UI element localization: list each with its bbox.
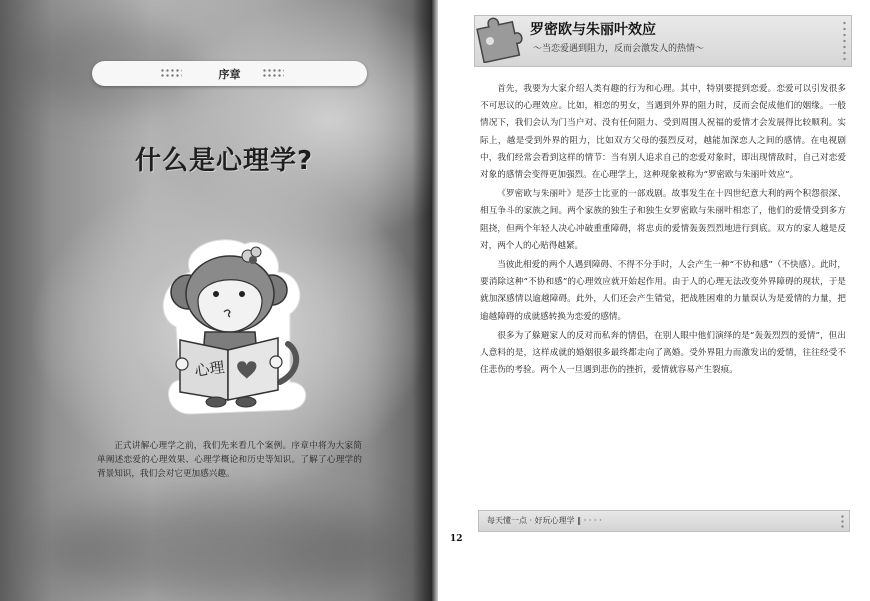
spine-shadow	[412, 0, 432, 601]
section-title: 罗密欧与朱丽叶效应	[530, 22, 656, 38]
page-number: 12	[450, 534, 463, 544]
footer-series-title: 每天懂一点 · 好玩心理学 ‖ · · · ·	[487, 516, 602, 525]
paragraph: 很多为了躲避家人的反对而私奔的情侣，在别人眼中他们演绎的是“轰轰烈烈的爱情”，但出人意料的是，这样成就的婚姻很多最终都走向了离婚。受外界阻力而激发出的爱情，往往经受不住悲伤的考验。两个人一旦遇到悲伤的挫折，爱情就容易产生裂痕。	[480, 330, 846, 376]
mascot-book-text: 心理	[193, 358, 226, 381]
stitch-decoration	[840, 514, 845, 528]
chapter-intro	[97, 439, 362, 481]
body-text	[480, 81, 846, 381]
footer-band	[478, 510, 850, 532]
intro-text: 正式讲解心理学之前，我们先来看几个案例。序章中将为大家简单阐述恋爱的心理效果、心理学概论和历史等知识。了解了心理学的背景知识，我们会对它更加感兴趣。	[97, 441, 362, 479]
chapter-label: 序章	[218, 68, 241, 81]
left-page	[0, 0, 432, 601]
paragraph: 当彼此相爱的两个人遇到障碍、不得不分手时，人会产生一种“不协和感”（不快感）。此时，要消除这种“不协和感”的心理效应就开始起作用。由于人的心理无法改变外界障碍的现状，于是就加深感情以逾越障碍。此外，人们还会产生错觉，把战胜困难的力量误认为是爱情的力量，把逾越障碍的成就感转换为恋爱的感情。	[480, 260, 846, 322]
chapter-bar	[92, 61, 367, 86]
right-page	[438, 0, 870, 601]
paragraph: 《罗密欧与朱丽叶》是莎士比亚的一部戏剧。故事发生在十四世纪意大利的两个积怨很深、相互争斗的家族之间。两个家族的独生子和独生女罗密欧与朱丽叶相恋了，他们的爱情受到多方阻挠，但两个年轻人决心冲破重重障碍，将忠贞的爱情轰轰烈烈地进行到底。双方的家人越是反对，两个人的心贴得越紧。	[480, 189, 846, 251]
stitch-decoration	[842, 20, 847, 62]
monkey-mascot-illustration	[150, 232, 310, 422]
chapter-title: 什么是心理学?	[135, 146, 314, 176]
background-smudge	[40, 500, 400, 600]
section-subtitle: ～当恋爱遇到阻力，反而会激发人的热情～	[533, 44, 705, 54]
puzzle-piece-icon	[472, 11, 526, 63]
dots-decoration	[262, 68, 284, 79]
paragraph: 首先，我要为大家介绍人类有趣的行为和心理。其中，特别要提到恋爱。恋爱可以引发很多不可思议的心理效应。比如，相恋的男女，当遇到外界的阻力时，反而会促成他们的姻缘。一般情况下，我们会认为门当户对、没有任何阻力、受到周围人祝福的爱情才会发展得比较顺利。实际上，越是受到外界的阻力，比如双方父母的强烈反对，越能加深恋人之间的感情。在电视剧中，我们经常会看到这样的情节：当有别人追求自己的恋爱对象时，即出现情敌时，自己对恋爱对象的感情会变得更加强烈。在心理学上，这种现象被称为“罗密欧与朱丽叶效应”。	[480, 84, 846, 181]
